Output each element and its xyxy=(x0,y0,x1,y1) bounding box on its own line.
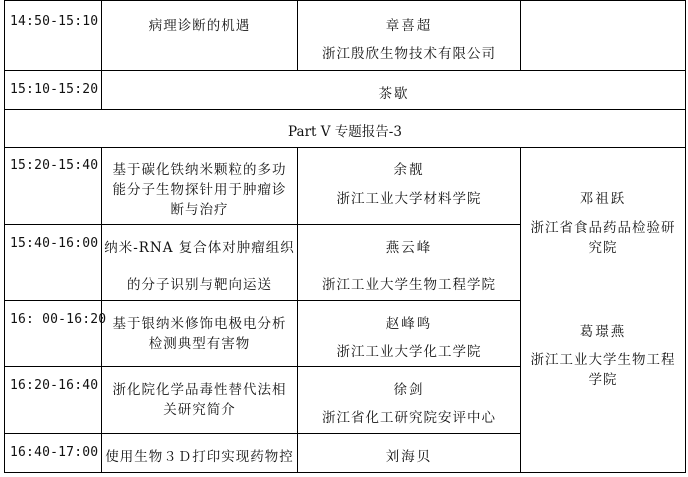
break-time: 15:10-15:20 xyxy=(10,82,99,97)
topic-line: 的分子识别与靶向运送 xyxy=(127,277,272,293)
speaker-name: 余靓 xyxy=(393,162,425,178)
speaker-name: 赵峰鸣 xyxy=(385,316,433,332)
topic-line: 使用生物３Ｄ打印实现药物控 xyxy=(105,449,294,465)
topic-line: 能分子生物探针用于肿瘤诊 xyxy=(112,182,287,198)
time-cell: 15:20-15:40 xyxy=(10,158,99,173)
col-divider xyxy=(520,0,521,71)
speaker-org: 浙江工业大学化工学院 xyxy=(336,344,482,360)
topic-line: 基于银纳米修饰电极电分析 xyxy=(112,316,287,332)
speaker-name: 徐剑 xyxy=(393,382,425,398)
speaker-org: 浙江殷欣生物技术有限公司 xyxy=(322,46,496,62)
time-cell: 16:20-16:40 xyxy=(10,378,99,393)
chair-org-line: 浙江工业大学生物工程 xyxy=(530,352,676,368)
time-cell: 16: 00-16:20 xyxy=(10,312,107,327)
speaker-org: 浙江省化工研究院安评中心 xyxy=(322,410,496,426)
topic-cell: 病理诊断的机遇 xyxy=(148,18,251,34)
chair-name: 葛璟燕 xyxy=(579,324,627,340)
speaker-name: 章喜超 xyxy=(385,18,433,34)
time-cell: 14:50-15:10 xyxy=(10,14,99,29)
row-divider xyxy=(4,147,686,148)
chair-name: 邓祖跃 xyxy=(579,191,627,207)
row-divider xyxy=(4,300,520,301)
topic-line: 检测典型有害物 xyxy=(148,336,251,352)
row-divider xyxy=(4,472,686,473)
col-divider xyxy=(685,0,686,473)
row-divider xyxy=(4,224,520,225)
chair-org-line: 究院 xyxy=(588,240,618,256)
chair-org-line: 浙江省食品药品检验研 xyxy=(530,220,676,236)
break-label: 茶歇 xyxy=(378,86,410,102)
row-divider xyxy=(4,0,686,1)
topic-line: 基于碳化铁纳米颗粒的多功 xyxy=(112,162,287,178)
col-divider xyxy=(101,0,102,71)
speaker-org: 浙江工业大学材料学院 xyxy=(336,191,482,207)
chair-org-line: 学院 xyxy=(588,372,618,388)
topic-line: 浙化院化学品毒性替代法相 xyxy=(112,382,287,398)
speaker-org: 浙江工业大学生物工程学院 xyxy=(322,277,496,293)
row-divider xyxy=(4,366,520,367)
col-divider xyxy=(4,0,5,473)
time-cell: 15:40-16:00 xyxy=(10,236,99,251)
row-divider xyxy=(4,433,520,434)
row-divider xyxy=(4,109,686,110)
row-divider xyxy=(4,70,686,71)
section-title: Part V 专题报告-3 xyxy=(288,124,402,140)
topic-line: 纳米-RNA 复合体对肿瘤组织 xyxy=(104,240,295,256)
speaker-name: 刘海贝 xyxy=(385,449,433,465)
speaker-name: 燕云峰 xyxy=(385,240,433,256)
topic-line: 关研究简介 xyxy=(163,402,236,418)
time-cell: 16:40-17:00 xyxy=(10,445,99,460)
topic-line: 断与治疗 xyxy=(170,202,229,218)
